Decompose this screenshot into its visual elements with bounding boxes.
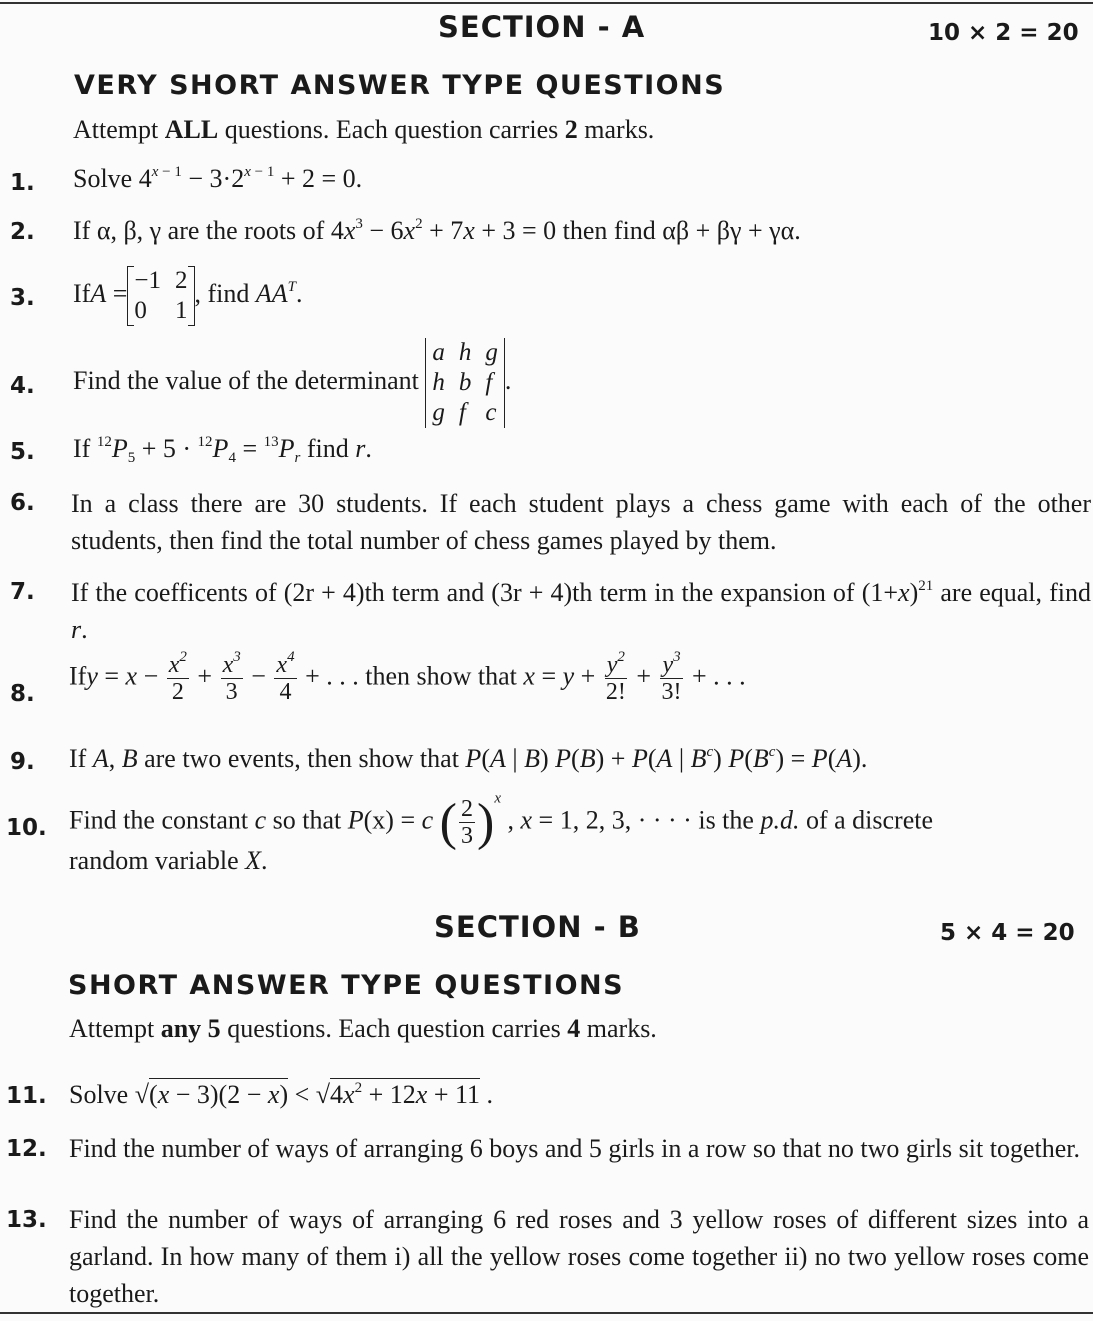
question-number: 4.: [10, 373, 35, 399]
question-3: IfA = −1 2 0 1 , find $AA^T$.: [73, 267, 303, 324]
question-number: 13.: [6, 1207, 47, 1233]
question-9: If A, B are two events, then show that P(A | B) P(B) + P(A | $B^c$) $P(B^c) = P(A)$.: [69, 744, 868, 773]
question-number: 10.: [6, 815, 47, 841]
question-number: 9.: [10, 749, 35, 775]
question-10: Find the constant c so that P(x) = c ( $\frac{2}{3}$ ) $^x$ , x = 1, 2, 3, · · · · is the p.d. of a discrete: [69, 790, 933, 851]
question-number: 12.: [6, 1136, 47, 1162]
question-number: 8.: [10, 681, 35, 707]
question-number: 2.: [10, 219, 35, 245]
question-number: 7.: [10, 579, 35, 605]
question-2: If α, β, γ are the roots of $4x^3 - 6x^2 + 7x + 3 = 0$ then find αβ + βγ + γα.: [73, 216, 801, 245]
question-11: Solve $√(x - 3)(2 - x) < √4x^2 + 12x + 11$ .: [69, 1080, 494, 1109]
question-5: If $^{12}P_5 + 5 \cdot ^{12}P_4 = ^{13}P_r$ find r.: [73, 434, 372, 466]
question-number: 1.: [10, 170, 35, 196]
section-b-instruction: Attempt any 5 questions. Each question carries 4 marks.: [69, 1014, 657, 1043]
section-a-title: SECTION - A: [438, 10, 646, 44]
section-a-subtitle: VERY SHORT ANSWER TYPE QUESTIONS: [74, 70, 726, 101]
question-7: If the coefficents of (2r + 4)th term and (3r + 4)th term in the expansion of $(1+x)^{21}$ are equal, find r.: [71, 578, 1092, 644]
question-number: 11.: [6, 1083, 47, 1109]
top-rule: [0, 2, 1093, 4]
question-number: 6.: [10, 490, 35, 516]
section-a-instruction: Attempt ALL questions. Each question carries 2 marks.: [73, 115, 655, 144]
bottom-rule: [0, 1312, 1093, 1314]
section-b-title: SECTION - B: [434, 910, 641, 944]
question-8: Ify = x − $\frac{x^2}{2}$ + $\frac{x^3}{3}$ − $\frac{x^4}{4}$ + . . . then show that x = y + $\frac{y^2}{2!}$ + $\frac{y^3}{3!}$ + . . .: [69, 649, 746, 705]
question-number: 5.: [10, 439, 35, 465]
question-1: Solve $4^{x - 1} - 3\cdot 2^{x - 1} + 2 = 0$.: [73, 164, 363, 193]
question-4: Find the value of the determinant a h g h b f g f c .: [73, 339, 512, 426]
question-number: 3.: [10, 285, 35, 311]
question-12: Find the number of ways of arranging 6 boys and 5 girls in a row so that no two girls sit together.: [69, 1134, 1080, 1163]
question-10-line2: random variable X.: [69, 846, 268, 875]
section-a-marks: 10 × 2 = 20: [928, 20, 1079, 46]
section-b-subtitle: SHORT ANSWER TYPE QUESTIONS: [68, 970, 625, 1001]
question-13: Find the number of ways of arranging 6 red roses and 3 yellow roses of different sizes into a garland. In how many of them i) all the yellow roses come together ii) no two yellow roses come together.: [69, 1205, 1089, 1308]
section-b-marks: 5 × 4 = 20: [940, 920, 1075, 946]
question-6: In a class there are 30 students. If each student plays a chess game with each of the other students, then find the total number of chess games played by them.: [71, 489, 1091, 555]
